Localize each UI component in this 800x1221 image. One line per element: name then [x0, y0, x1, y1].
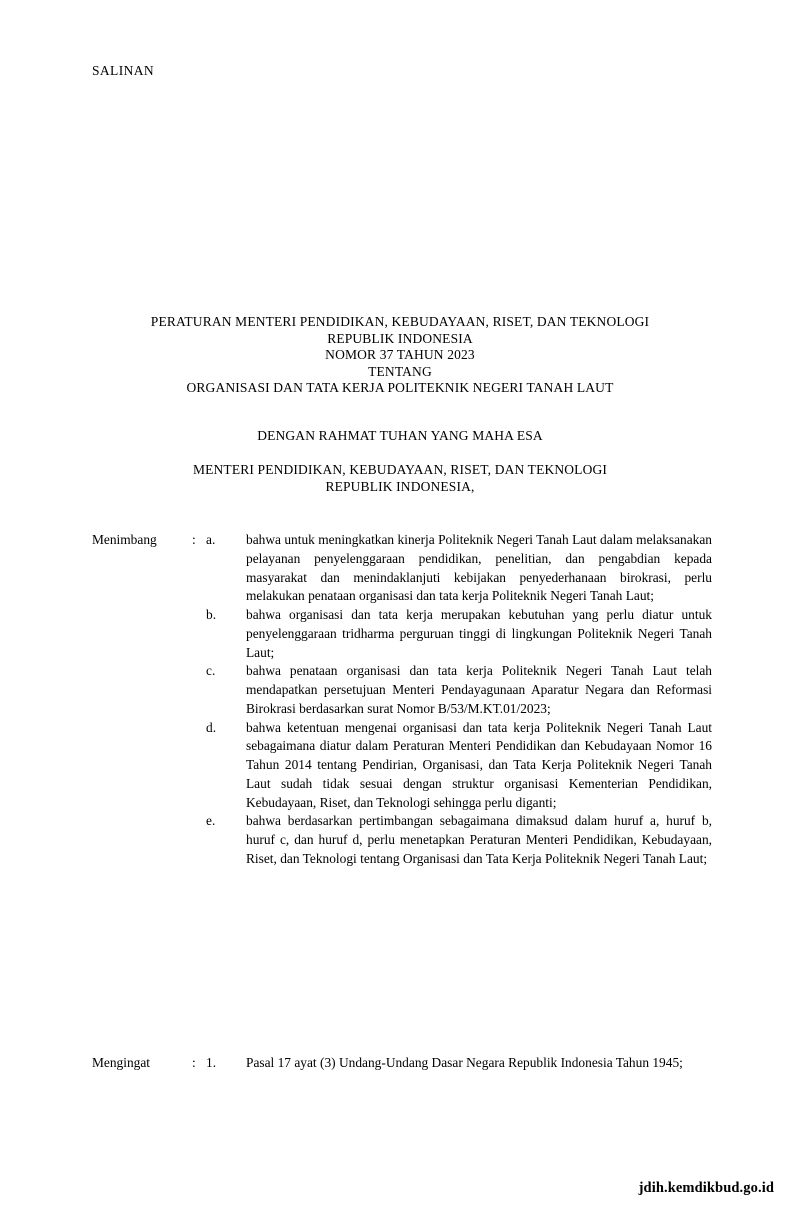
item-marker: c.	[206, 663, 216, 679]
item-marker: e.	[206, 813, 216, 829]
mengingat-label: Mengingat	[92, 1055, 151, 1070]
footer-watermark: jdih.kemdikbud.go.id	[638, 1180, 774, 1196]
item-text: bahwa untuk meningkatkan kinerja Politeknik Negeri Tanah Laut dalam melaksanakan pelayanan penyelenggaraan pendidikan, penelitian, dan pengabdian kepada masyarakat dan menindaklanjuti kebijakan penyederhanaan birokrasi, perlu melakukan penataan organisasi dan tata kerja Politeknik Negeri Tanah Laut;	[246, 532, 712, 604]
list-item	[206, 531, 712, 606]
authority-line-2: REPUBLIK INDONESIA,	[325, 478, 475, 494]
document-title-block	[80, 314, 720, 397]
item-marker: d.	[206, 719, 217, 735]
item-text: bahwa berdasarkan pertimbangan sebagaimana dimaksud dalam huruf a, huruf b, huruf c, dan huruf d, perlu menetapkan Peraturan Menteri Pendidikan, Kebudayaan, Riset, dan Teknologi tentang Organisasi dan Tata Kerja Politeknik Negeri Tanah Laut;	[246, 813, 712, 866]
invocation-line: DENGAN RAHMAT TUHAN YANG MAHA ESA	[257, 428, 543, 443]
item-text: bahwa organisasi dan tata kerja merupakan kebutuhan yang perlu diatur untuk penyelenggaraan tridharma perguruan tinggi di lingkungan Politeknik Negeri Tanah Laut;	[246, 607, 712, 660]
list-item	[206, 812, 712, 868]
mengingat-item-list	[206, 1054, 712, 1073]
list-item	[206, 662, 712, 718]
authority-block	[80, 462, 720, 495]
title-line-5-subject: ORGANISASI DAN TATA KERJA POLITEKNIK NEGERI TANAH LAUT	[186, 380, 614, 396]
menimbang-item-list	[206, 531, 712, 869]
title-line-2: REPUBLIK INDONESIA	[327, 330, 473, 346]
list-item	[206, 1054, 712, 1073]
item-text: bahwa ketentuan mengenai organisasi dan tata kerja Politeknik Negeri Tanah Laut sebagaimana diatur dalam Peraturan Menteri Pendidikan dan Kebudayaan Nomor 16 Tahun 2014 tentang Pendirian, Organisasi, dan Tata Kerja Politeknik Negeri Tanah Laut sudah tidak sesuai dengan struktur organisasi Kementerian Pendidikan, Kebudayaan, Riset, dan Teknologi sehingga perlu diganti;	[246, 719, 712, 810]
mengingat-clause	[92, 1054, 712, 1073]
item-marker: b.	[206, 607, 217, 622]
menimbang-clause	[92, 531, 712, 869]
item-marker: a.	[206, 532, 216, 547]
menimbang-colon: :	[192, 532, 196, 547]
title-line-1: PERATURAN MENTERI PENDIDIKAN, KEBUDAYAAN, RISET, DAN TEKNOLOGI	[150, 314, 650, 329]
item-text: Pasal 17 ayat (3) Undang-Undang Dasar Negara Republik Indonesia Tahun 1945;	[246, 1055, 683, 1070]
title-line-3-number: NOMOR 37 TAHUN 2023	[325, 347, 475, 363]
title-line-4-tentang: TENTANG	[368, 363, 432, 379]
list-item	[206, 606, 712, 662]
mengingat-colon: :	[192, 1055, 196, 1070]
copy-mark-label: SALINAN	[92, 63, 155, 78]
authority-line-1: MENTERI PENDIDIKAN, KEBUDAYAAN, RISET, DAN TEKNOLOGI	[192, 462, 608, 477]
menimbang-label: Menimbang	[92, 532, 157, 547]
list-item	[206, 719, 712, 813]
item-marker: 1.	[206, 1055, 217, 1070]
item-text: bahwa penataan organisasi dan tata kerja Politeknik Negeri Tanah Laut telah mendapatkan persetujuan Menteri Pendayagunaan Aparatur Negara dan Reformasi Birokrasi berdasarkan surat Nomor B/53/M.KT.01/2023;	[246, 663, 712, 716]
